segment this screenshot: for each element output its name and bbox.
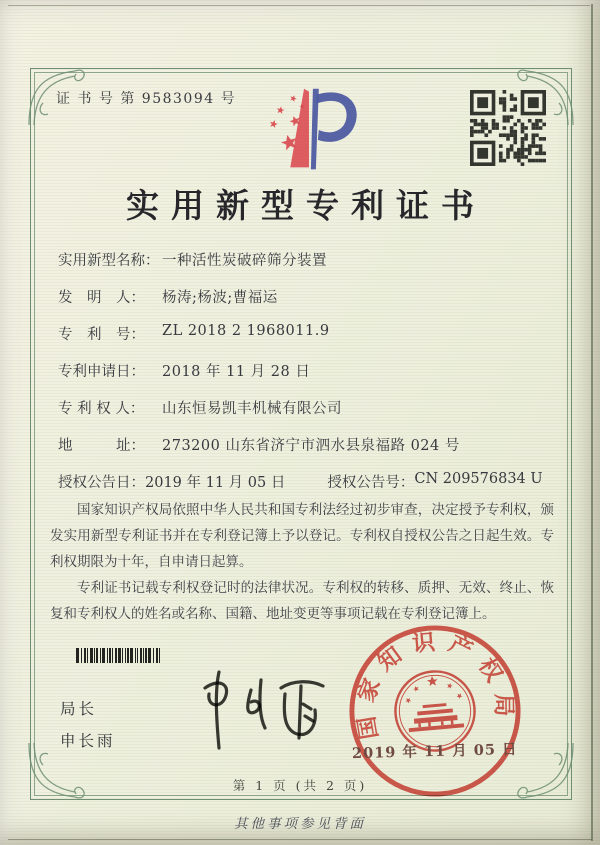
commissioner-block xyxy=(60,693,116,757)
commissioner-signature xyxy=(185,660,340,760)
paper-edge-right xyxy=(591,4,593,841)
field-value: 杨涛;杨波;曹福运 xyxy=(162,290,278,306)
qr-code xyxy=(470,90,546,166)
grant-no-value: CN 209576834 U xyxy=(414,471,543,487)
grant-date-value: 2019 年 11 月 05 日 xyxy=(145,475,286,491)
page-indicator: 第 1 页 (共 2 页) xyxy=(232,778,368,793)
field-value: 山东恒易凯丰机械有限公司 xyxy=(162,401,342,417)
field-row-patentee xyxy=(58,397,546,434)
grant-no-label: 授权公告号： xyxy=(327,475,415,491)
cnipa-logo-icon xyxy=(248,84,366,176)
paper-edge-top xyxy=(8,5,590,6)
grant-date-label: 授权公告日： xyxy=(58,475,145,491)
field-value: 一种活性炭破碎筛分装置 xyxy=(162,253,327,269)
field-row-inventors xyxy=(58,286,546,323)
certificate-fields xyxy=(58,249,546,508)
field-value: 2018 年 11 月 28 日 xyxy=(162,364,311,380)
commissioner-name: 申长雨 xyxy=(60,732,116,750)
commissioner-title: 局长 xyxy=(60,700,98,718)
field-label: 专 利 号： xyxy=(58,327,145,343)
field-row-patent-number xyxy=(58,323,546,360)
field-label: 专利申请日： xyxy=(58,364,145,380)
legal-text xyxy=(50,497,554,627)
seal-text: 国家知识产权局 xyxy=(352,628,517,742)
back-side-note: 其他事项参见背面 xyxy=(234,816,366,832)
field-label: 专 利 权 人： xyxy=(58,401,145,417)
legal-paragraph-1: 国家知识产权局依照中华人民共和国专利法经过初步审查，决定授予专利权，颁发实用新型专利证书并在专利登记簿上予以登记。专利权自授权公告之日起生效。专利权期限为十年，自申请日起算。 xyxy=(50,502,554,570)
field-label: 地 址： xyxy=(58,438,145,454)
legal-paragraph-2: 专利证书记载专利权登记时的法律状况。专利权的转移、质押、无效、终止、恢复和专利权人的姓名或名称、国籍、地址变更等事项记载在专利登记簿上。 xyxy=(50,580,554,622)
field-label: 实用新型名称： xyxy=(58,253,160,269)
paper-edge-bottom xyxy=(8,839,592,840)
certificate-title: 实用新型专利证书 xyxy=(126,186,486,225)
field-row-invention-name xyxy=(58,249,546,286)
field-value: ZL 2018 2 1968011.9 xyxy=(162,323,330,339)
seal-date: 2019 年 11 月 05 日 xyxy=(351,740,518,763)
field-value: 273200 山东省济宁市泗水县泉福路 024 号 xyxy=(162,438,460,454)
field-label: 发 明 人： xyxy=(58,290,145,306)
barcode xyxy=(76,648,162,663)
field-row-filing-date xyxy=(58,360,546,397)
certificate-number: 证 书 号 第 9583094 号 xyxy=(56,91,237,107)
field-row-address xyxy=(58,434,546,471)
